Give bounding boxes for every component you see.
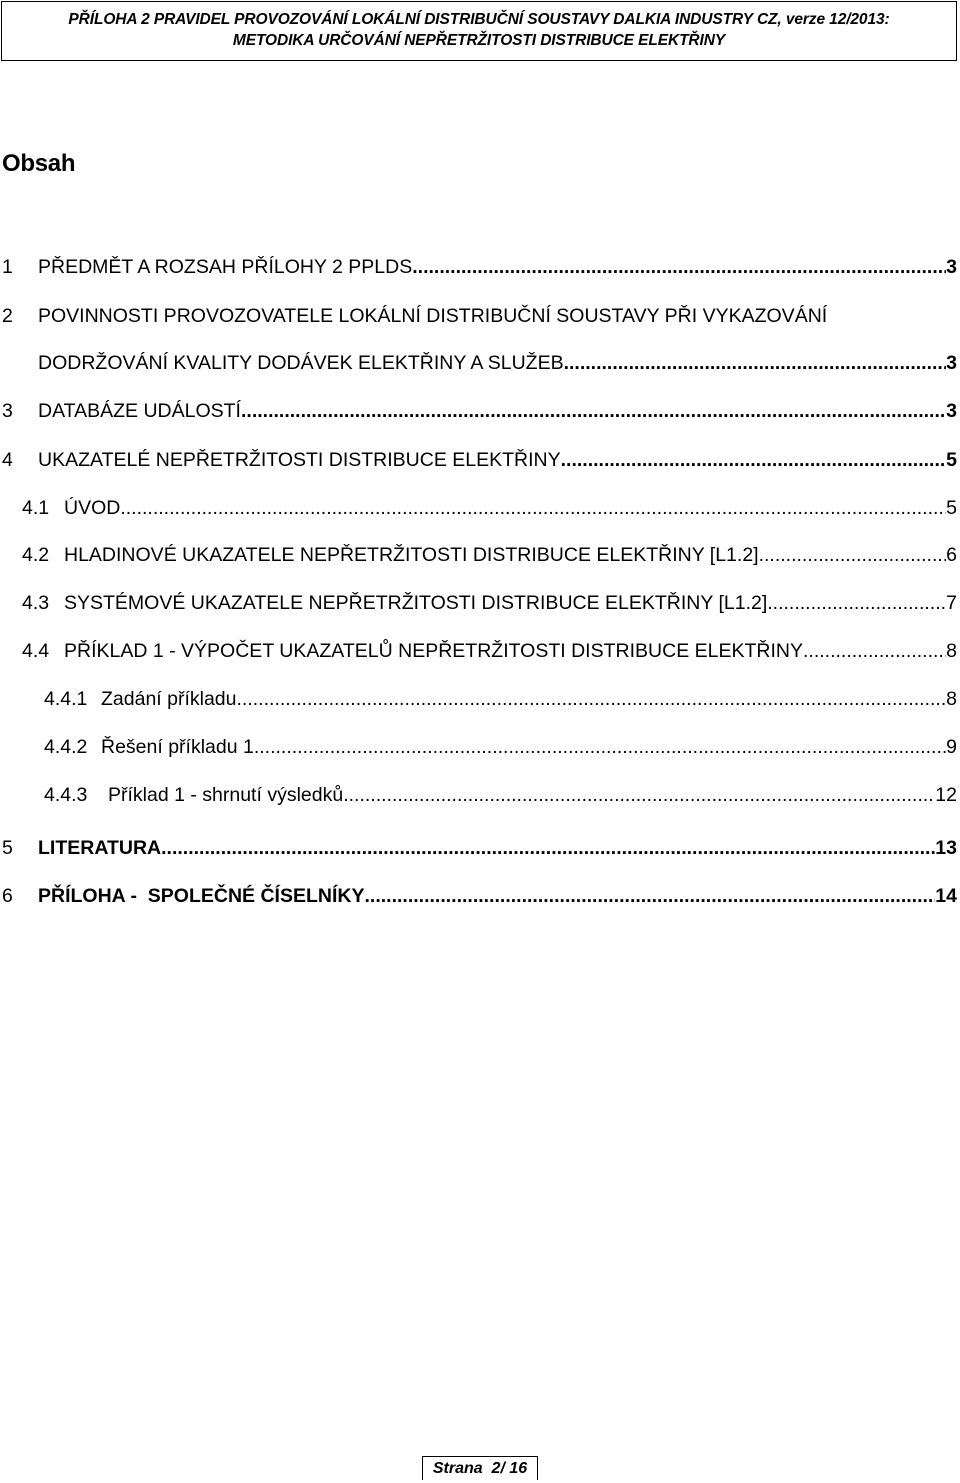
toc-leader-dots [120,497,946,520]
toc-entry-page: 5 [946,497,957,519]
toc-entry-text: PŘEDMĚT A ROZSAH PŘÍLOHY 2 PPLDS [38,256,413,278]
toc-entry-number: 3 [2,400,13,422]
toc-entry-text: PŘÍKLAD 1 - VÝPOČET UKAZATELŮ NEPŘETRŽITOSTI DISTRIBUCE ELEKTŘINY [64,640,803,662]
toc-leader-dots [564,352,947,375]
toc-title: Obsah [2,150,76,177]
toc-entry-text: Zadání příkladu [101,688,237,710]
toc-entry-number: 2 [2,305,13,327]
toc-entry-number: 4.4.3 [44,784,88,806]
toc-entry-2-continued[interactable] [38,352,957,378]
toc-entry-page: 3 [946,400,957,422]
toc-entry-3[interactable] [2,400,957,426]
toc-entry-page: 8 [946,640,957,662]
toc-entry-4-1[interactable] [22,497,957,523]
toc-leader-dots [412,256,946,279]
toc-entry-text: POVINNOSTI PROVOZOVATELE LOKÁLNÍ DISTRIBUČNÍ SOUSTAVY PŘI VYKAZOVÁNÍ [38,305,828,327]
toc-leader-dots [767,592,946,615]
toc-entry-number: 4.1 [22,497,50,519]
toc-entry-number: 1 [2,256,13,278]
toc-entry-page: 8 [946,688,957,710]
toc-entry-number: 4.4 [22,640,50,662]
toc-entry-4-4-3[interactable] [44,784,957,810]
header-line-2: METODIKA URČOVÁNÍ NEPŘETRŽITOSTI DISTRIBUCE ELEKTŘINY [232,32,726,49]
toc-entry-4-2[interactable] [22,544,957,570]
toc-entry-number: 4.4.1 [44,688,88,710]
toc-entry-4-3[interactable] [22,592,957,618]
toc-leader-dots [364,885,935,908]
toc-entry-page: 3 [946,256,957,278]
toc-entry-text: Řešení příkladu 1 [101,736,254,758]
toc-entry-page: 14 [935,885,957,907]
toc-entry-text: SYSTÉMOVÉ UKAZATELE NEPŘETRŽITOSTI DISTRIBUCE ELEKTŘINY [L1.2] [64,592,768,614]
toc-leader-dots [254,736,946,759]
page-number-footer: Strana 2/ 16 [422,1456,538,1480]
toc-entry-number: 6 [2,885,13,907]
toc-entry-text: DODRŽOVÁNÍ KVALITY DODÁVEK ELEKTŘINY A SLUŽEB [38,352,564,374]
toc-leader-dots [343,784,935,807]
toc-entry-4-4[interactable] [22,640,957,666]
header-line-1: PŘÍLOHA 2 PRAVIDEL PROVOZOVÁNÍ LOKÁLNÍ DISTRIBUČNÍ SOUSTAVY DALKIA INDUSTRY CZ, verze 12/2013: [68,11,890,28]
toc-leader-dots [759,544,947,567]
toc-entry-page: 13 [935,837,957,859]
toc-entry-number: 4 [2,449,13,471]
toc-entry-number: 4.3 [22,592,50,614]
toc-leader-dots [561,449,947,472]
toc-entry-4[interactable] [2,449,957,475]
toc-entry-4-4-2[interactable] [44,736,957,762]
toc-entry-page: 6 [946,544,957,566]
toc-entry-6[interactable] [2,885,957,911]
toc-entry-page: 9 [946,736,957,758]
toc-leader-dots [237,688,947,711]
toc-leader-dots [241,400,946,423]
toc-entry-page: 7 [946,592,957,614]
toc-entry-page: 3 [946,352,957,374]
toc-leader-dots [803,640,946,663]
toc-entry-text: HLADINOVÉ UKAZATELE NEPŘETRŽITOSTI DISTRIBUCE ELEKTŘINY [L1.2] [64,544,759,566]
toc-entry-text: DATABÁZE UDÁLOSTÍ [38,400,241,422]
toc-entry-1[interactable] [2,256,957,282]
toc-entry-text: Příklad 1 - shrnutí výsledků [108,784,344,806]
toc-entry-text: PŘÍLOHA - SPOLEČNÉ ČÍSELNÍKY [38,885,365,907]
toc-entry-text: LITERATURA [38,837,162,859]
document-header [1,1,957,61]
toc-entry-5[interactable] [2,837,957,863]
toc-entry-text: UKAZATELÉ NEPŘETRŽITOSTI DISTRIBUCE ELEKTŘINY [38,449,561,471]
toc-entry-2[interactable] [2,305,957,331]
toc-entry-page: 12 [935,784,957,806]
toc-leader-dots [161,837,935,860]
toc-entry-number: 5 [2,837,13,859]
toc-entry-4-4-1[interactable] [44,688,957,714]
toc-entry-page: 5 [946,449,957,471]
toc-entry-text: ÚVOD [64,497,121,519]
toc-entry-number: 4.4.2 [44,736,88,758]
toc-entry-number: 4.2 [22,544,50,566]
